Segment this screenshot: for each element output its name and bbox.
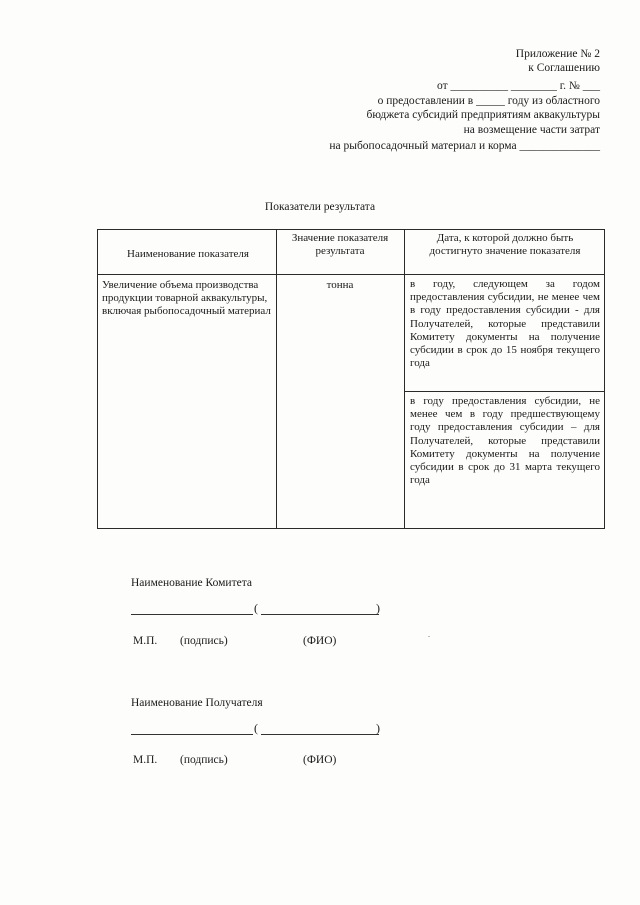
column-header-date: Дата, к которой должно быть достигнуто значение показателя [429,232,581,258]
scan-speck [428,636,430,637]
signature-caption: (подпись) [180,754,228,766]
name-underline [261,614,379,615]
results-table [97,229,605,529]
page-title: Показатели результата [264,201,376,213]
purpose-line-3: на возмещение части затрат [463,124,600,136]
open-parenthesis: ( [254,721,258,735]
purpose-line-1: о предоставлении в _____ году из областного [377,95,600,107]
recipient-name-label: Наименование Получателя [131,697,263,709]
name-underline [261,734,379,735]
signature-underline [131,734,253,735]
agreement-label: к Соглашению [528,62,600,74]
signature-caption: (подпись) [180,635,228,647]
purpose-line-2: бюджета субсидий предприятиям аквакультуры [366,109,600,121]
committee-name-label: Наименование Комитета [131,577,252,589]
close-parenthesis: ) [376,601,380,615]
table-divider [98,274,604,275]
column-header-indicator: Наименование показателя [127,248,249,260]
committee-signature-line [131,601,381,617]
seal-label: М.П. [133,635,158,647]
full-name-caption: (ФИО) [303,635,337,647]
appendix-label: Приложение № 2 [515,48,600,60]
date-option-1-cell: в году, следующем за годом предоставления субсидии, не менее чем в году предоставления субсидии - для Получателей, которые представили Комитету документы на получение субсидии в срок до 15 ноября текущего года [410,278,600,370]
table-divider [404,391,604,392]
open-parenthesis: ( [254,601,258,615]
agreement-date-number: от __________ ________ г. № ___ [436,80,600,92]
full-name-caption: (ФИО) [303,754,337,766]
signature-underline [131,614,253,615]
column-header-value: Значение показателя результата [291,232,389,258]
close-parenthesis: ) [376,721,380,735]
seal-label: М.П. [133,754,158,766]
indicator-unit-cell: тонна [326,279,354,291]
date-option-2-cell: в году предоставления субсидии, не менее чем в году предшествующему году предоставления субсидии – для Получателей, которые представили Комитету документы на получение субсидии в срок до 31 марта текущего года [410,395,600,487]
indicator-name-cell: Увеличение объема производства продукции товарной аквакультуры, включая рыбопосадочный материал [102,279,271,318]
purpose-line-4: на рыбопосадочный материал и корма ______________ [329,140,600,152]
recipient-signature-line [131,721,381,737]
